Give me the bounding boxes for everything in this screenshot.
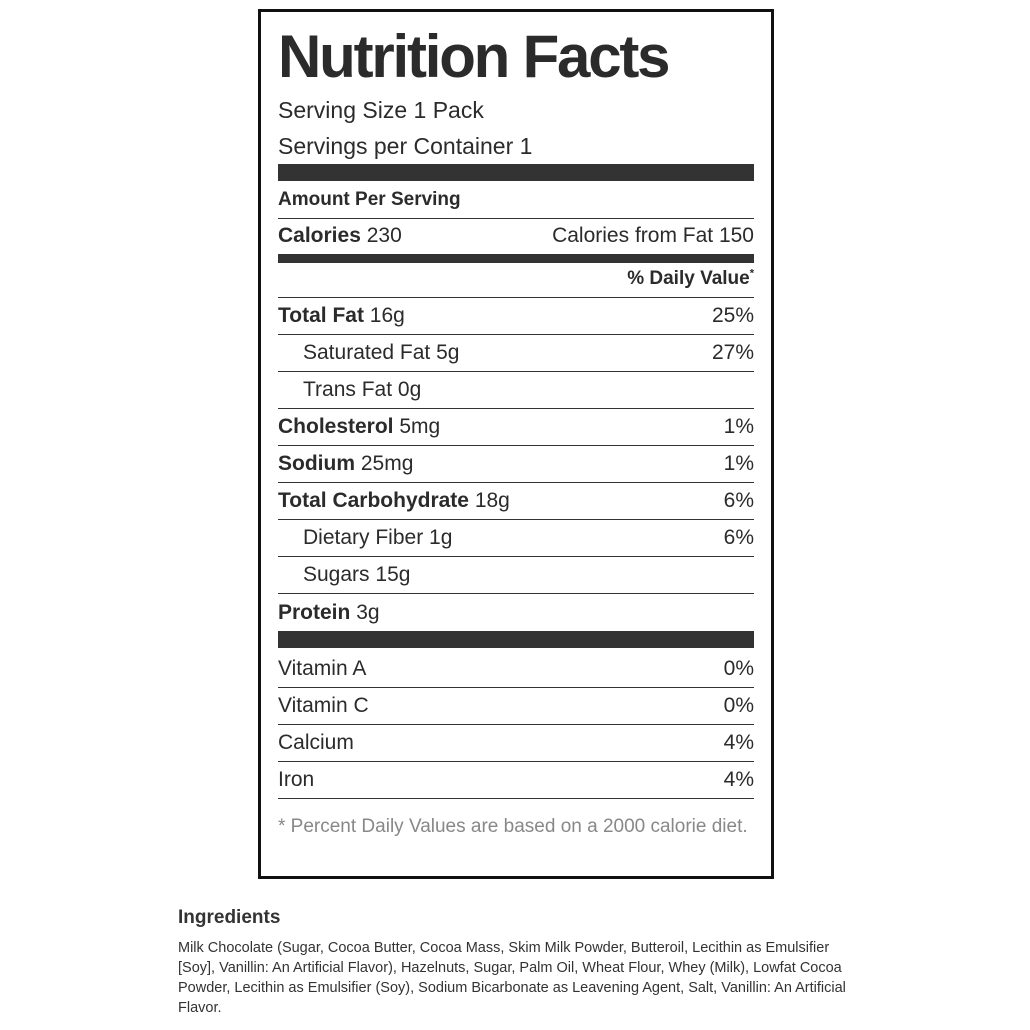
label-title: Nutrition Facts bbox=[278, 23, 669, 90]
nutrient-dv: 25% bbox=[711, 304, 754, 327]
nutrient-amount: 25mg bbox=[360, 452, 414, 475]
nutrient-amount: 3g bbox=[356, 601, 380, 624]
nutrient-amount: 16g bbox=[369, 304, 405, 327]
nutrient-name: Trans Fat bbox=[303, 378, 393, 401]
serving-size: Serving Size 1 Pack bbox=[278, 97, 484, 123]
vitamin-row-c bbox=[278, 688, 754, 725]
vitamin-name: Iron bbox=[278, 768, 315, 791]
nutrient-name: Cholesterol bbox=[278, 415, 394, 438]
vitamin-row-iron bbox=[278, 762, 754, 799]
amount-per-serving-row bbox=[278, 187, 754, 219]
vitamin-row-calcium bbox=[278, 725, 754, 762]
calories-from-fat: Calories from Fat 150 bbox=[552, 224, 754, 247]
nutrient-row-saturated-fat bbox=[278, 335, 754, 372]
nutrient-name: Sugars bbox=[303, 563, 370, 586]
amount-per-serving: Amount Per Serving bbox=[278, 189, 461, 210]
nutrition-facts-label bbox=[258, 9, 774, 879]
nutrient-name: Total Carbohydrate bbox=[278, 489, 469, 512]
thick-divider-bottom bbox=[278, 631, 754, 648]
vitamin-name: Vitamin C bbox=[278, 694, 369, 717]
nutrient-amount: 1g bbox=[429, 526, 453, 549]
thick-divider-top bbox=[278, 164, 754, 181]
medium-divider bbox=[278, 254, 754, 263]
nutrient-row-cholesterol bbox=[278, 409, 754, 446]
nutrient-name: Protein bbox=[278, 601, 351, 624]
nutrient-dv: 1% bbox=[723, 415, 754, 438]
vitamin-row-a bbox=[278, 651, 754, 688]
nutrient-amount: 18g bbox=[474, 489, 510, 512]
nutrient-dv: 1% bbox=[723, 452, 754, 475]
nutrient-dv: 6% bbox=[723, 489, 754, 512]
daily-value-asterisk: * bbox=[749, 267, 754, 280]
vitamin-dv: 4% bbox=[723, 731, 754, 754]
ingredients-title: Ingredients bbox=[178, 907, 281, 928]
vitamin-dv: 4% bbox=[723, 768, 754, 791]
nutrient-amount: 0g bbox=[397, 378, 422, 401]
nutrient-name: Total Fat bbox=[278, 304, 364, 327]
vitamin-name: Vitamin A bbox=[278, 657, 367, 680]
nutrient-dv: 27% bbox=[711, 341, 754, 364]
nutrient-row-sugars bbox=[278, 557, 754, 594]
nutrient-row-sodium bbox=[278, 446, 754, 483]
vitamin-dv: 0% bbox=[723, 694, 754, 717]
vitamin-name: Calcium bbox=[278, 731, 354, 754]
daily-value-footnote: * Percent Daily Values are based on a 2000 calorie diet. bbox=[278, 816, 748, 837]
calories-label: Calories bbox=[278, 224, 361, 247]
daily-value-header: % Daily Value bbox=[627, 268, 750, 289]
servings-per-container: Servings per Container 1 bbox=[278, 133, 533, 159]
nutrient-name: Sodium bbox=[278, 452, 355, 475]
daily-value-header-row bbox=[278, 265, 754, 298]
nutrient-amount: 5mg bbox=[399, 415, 441, 438]
nutrient-name: Saturated Fat bbox=[303, 341, 431, 364]
ingredients-text: Milk Chocolate (Sugar, Cocoa Butter, Cocoa Mass, Skim Milk Powder, Butteroil, Lecithin as Emulsifier [Soy], Vanillin: An Artificial Flavor), Hazelnuts, Sugar, Palm Oil, Wheat Flour, Whey (Milk), Lowfat Cocoa Powder, Lecithin as Emulsifier (Soy), Sodium Bicarbonate as Leavening Agent, Salt, Vanillin: An Artificial Flavor. bbox=[178, 940, 846, 1016]
vitamin-dv: 0% bbox=[723, 657, 754, 680]
nutrient-amount: 5g bbox=[436, 341, 460, 364]
nutrient-row-protein bbox=[278, 594, 754, 631]
nutrient-row-dietary-fiber bbox=[278, 520, 754, 557]
nutrient-amount: 15g bbox=[375, 563, 411, 586]
calories-row bbox=[278, 222, 754, 254]
nutrient-row-total-fat bbox=[278, 298, 754, 335]
nutrient-dv: 6% bbox=[723, 526, 754, 549]
nutrient-name: Dietary Fiber bbox=[303, 526, 424, 549]
calories-value: 230 bbox=[366, 224, 402, 247]
nutrient-row-trans-fat bbox=[278, 372, 754, 409]
nutrient-row-total-carbohydrate bbox=[278, 483, 754, 520]
